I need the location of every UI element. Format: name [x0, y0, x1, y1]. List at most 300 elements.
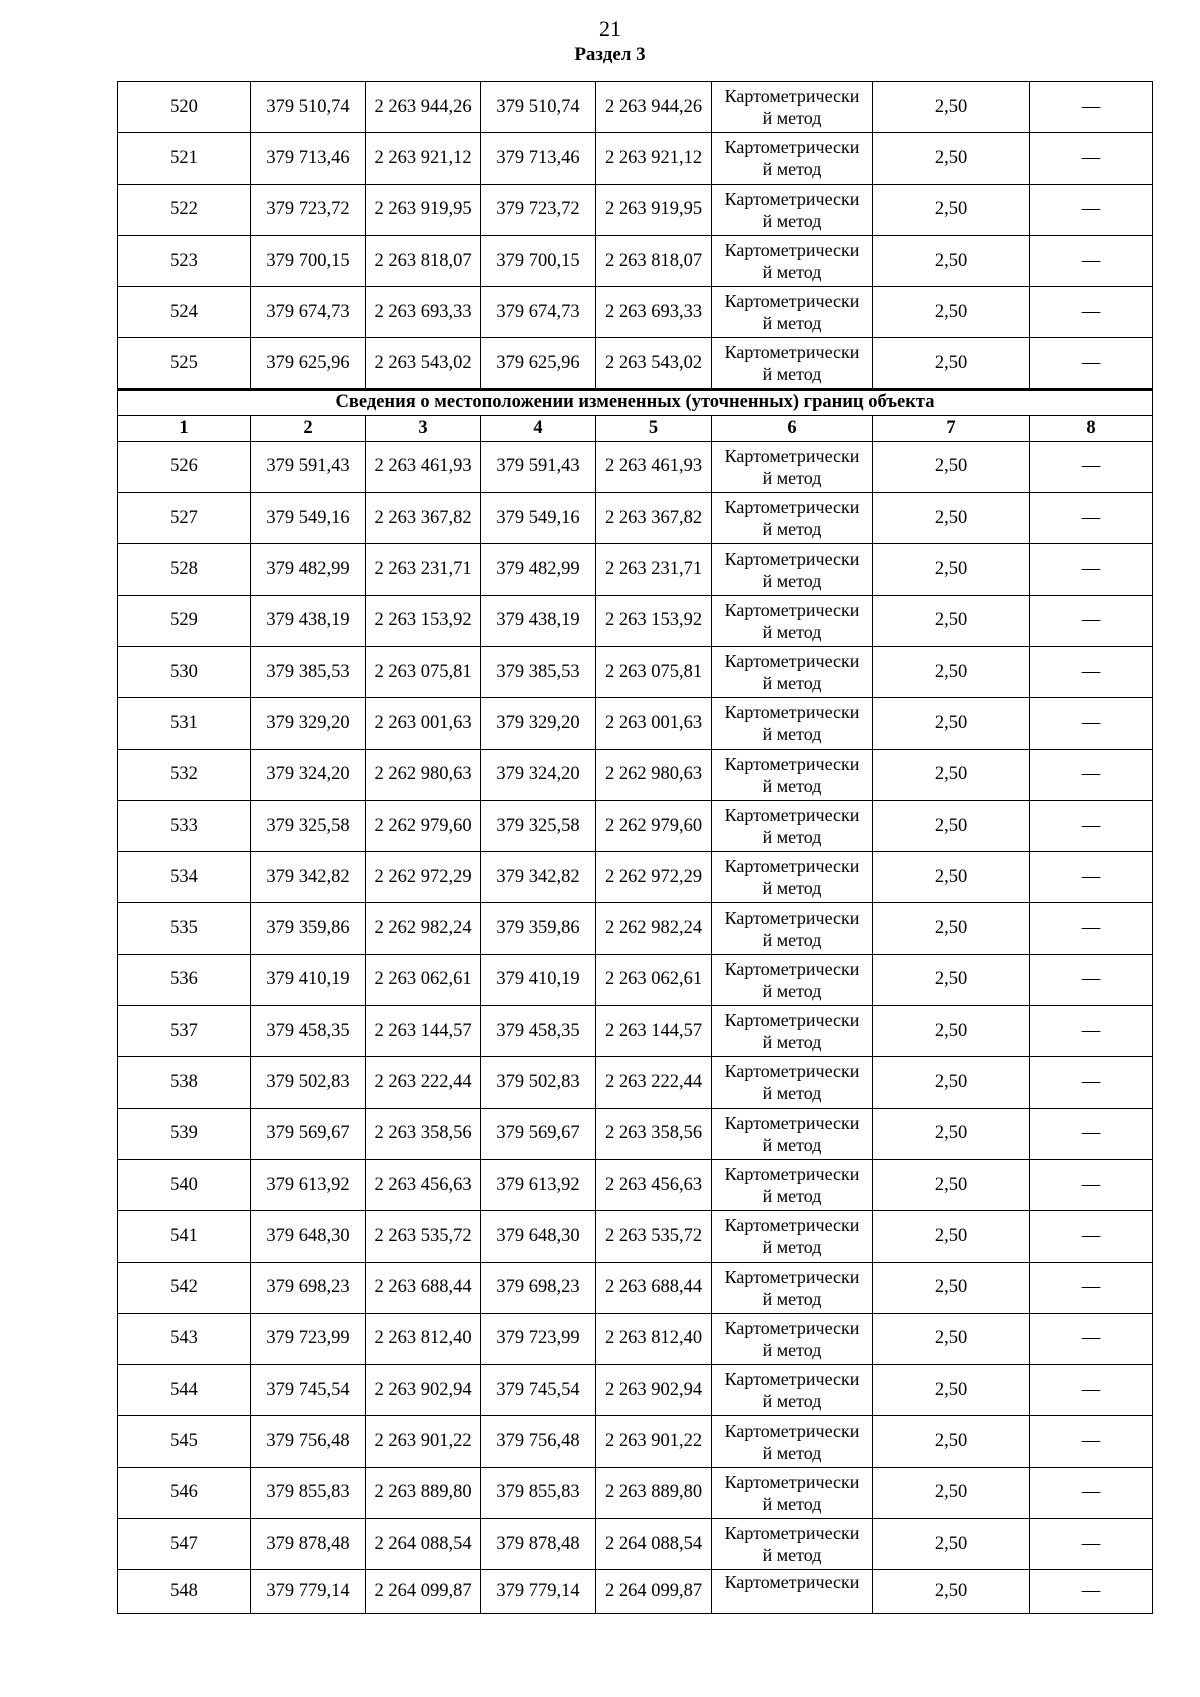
point-number-cell: 537 — [118, 1006, 251, 1057]
method-line-1: Картометрически — [724, 856, 860, 877]
x-coordinate-existing-cell: 379 329,20 — [251, 698, 366, 749]
y-coordinate-existing-cell: 2 263 222,44 — [366, 1057, 481, 1108]
x-coordinate-existing-cell: 379 502,83 — [251, 1057, 366, 1108]
point-number-cell: 542 — [118, 1262, 251, 1313]
x-coordinate-refined-cell: 379 324,20 — [481, 749, 596, 800]
x-coordinate-refined-cell: 379 648,30 — [481, 1211, 596, 1262]
x-coordinate-refined-cell: 379 359,86 — [481, 903, 596, 954]
y-coordinate-existing-cell: 2 263 231,71 — [366, 544, 481, 595]
y-coordinate-existing-cell: 2 263 367,82 — [366, 493, 481, 544]
coordinates-table — [117, 81, 1153, 1614]
x-coordinate-existing-cell: 379 648,30 — [251, 1211, 366, 1262]
accuracy-cell: 2,50 — [873, 133, 1030, 184]
table-row — [118, 235, 1153, 286]
method-cell — [712, 903, 873, 954]
method-line-2: й метод — [762, 159, 822, 180]
method-line-1: Картометрически — [724, 1215, 860, 1236]
point-number-cell: 539 — [118, 1108, 251, 1159]
accuracy-cell: 2,50 — [873, 338, 1030, 389]
method-line-1: Картометрически — [724, 86, 860, 107]
y-coordinate-refined-cell: 2 263 693,33 — [596, 287, 712, 338]
note-dash-cell: — — [1030, 954, 1153, 1005]
method-line-1: Картометрически — [724, 958, 860, 979]
x-coordinate-existing-cell: 379 713,46 — [251, 133, 366, 184]
method-line-2: й метод — [762, 1545, 822, 1566]
method-line-2: й метод — [762, 1134, 822, 1155]
y-coordinate-existing-cell: 2 263 456,63 — [366, 1159, 481, 1210]
note-dash-cell: — — [1030, 441, 1153, 492]
method-cell — [712, 133, 873, 184]
method-line-1: Картометрически — [724, 445, 860, 466]
note-dash-cell: — — [1030, 544, 1153, 595]
x-coordinate-existing-cell: 379 698,23 — [251, 1262, 366, 1313]
point-number-cell: 527 — [118, 493, 251, 544]
y-coordinate-existing-cell: 2 263 543,02 — [366, 338, 481, 389]
method-line-2: й метод — [762, 1032, 822, 1053]
x-coordinate-existing-cell: 379 359,86 — [251, 903, 366, 954]
method-line-1: Картометрически — [724, 1164, 860, 1185]
table-row — [118, 1416, 1153, 1467]
point-number-cell: 545 — [118, 1416, 251, 1467]
y-coordinate-existing-cell: 2 263 062,61 — [366, 954, 481, 1005]
y-coordinate-refined-cell: 2 263 153,92 — [596, 595, 712, 646]
method-line-2: й метод — [762, 1391, 822, 1412]
method-cell — [712, 1365, 873, 1416]
method-line-2: й метод — [762, 929, 822, 950]
table-row — [118, 698, 1153, 749]
y-coordinate-refined-cell: 2 263 921,12 — [596, 133, 712, 184]
y-coordinate-existing-cell: 2 263 688,44 — [366, 1262, 481, 1313]
x-coordinate-existing-cell: 379 549,16 — [251, 493, 366, 544]
note-dash-cell: — — [1030, 82, 1153, 133]
table-row — [118, 493, 1153, 544]
table-row — [118, 184, 1153, 235]
method-line-2: й метод — [762, 673, 822, 694]
method-line-2: й метод — [762, 827, 822, 847]
x-coordinate-refined-cell: 379 502,83 — [481, 1057, 596, 1108]
y-coordinate-existing-cell: 2 263 889,80 — [366, 1467, 481, 1518]
method-line-2: й метод — [762, 467, 822, 488]
method-line-1: Картометрически — [724, 291, 860, 312]
method-cell — [712, 1159, 873, 1210]
method-line-2: й метод — [762, 1237, 822, 1258]
method-line-1: Картометрически — [724, 1572, 860, 1593]
method-line-1: Картометрически — [724, 1010, 860, 1031]
method-line-2: й метод — [762, 775, 822, 796]
x-coordinate-existing-cell: 379 723,99 — [251, 1313, 366, 1364]
x-coordinate-existing-cell: 379 510,74 — [251, 82, 366, 133]
table-row — [118, 1262, 1153, 1313]
x-coordinate-existing-cell: 379 385,53 — [251, 646, 366, 697]
y-coordinate-existing-cell: 2 263 075,81 — [366, 646, 481, 697]
accuracy-cell: 2,50 — [873, 441, 1030, 492]
accuracy-cell: 2,50 — [873, 235, 1030, 286]
method-line-2: й метод — [762, 1186, 822, 1207]
accuracy-cell: 2,50 — [873, 287, 1030, 338]
method-line-1: Картометрически — [724, 599, 860, 620]
note-dash-cell: — — [1030, 235, 1153, 286]
x-coordinate-existing-cell: 379 438,19 — [251, 595, 366, 646]
note-dash-cell: — — [1030, 338, 1153, 389]
x-coordinate-refined-cell: 379 855,83 — [481, 1467, 596, 1518]
point-number-cell: 523 — [118, 235, 251, 286]
table-row — [118, 1313, 1153, 1364]
x-coordinate-existing-cell: 379 878,48 — [251, 1519, 366, 1570]
y-coordinate-refined-cell: 2 263 222,44 — [596, 1057, 712, 1108]
table-row — [118, 646, 1153, 697]
accuracy-cell: 2,50 — [873, 1108, 1030, 1159]
method-line-1: Картометрически — [724, 1266, 860, 1287]
method-line-2: й метод — [762, 621, 822, 642]
method-cell — [712, 493, 873, 544]
section-title: Раздел 3 — [574, 44, 646, 65]
y-coordinate-refined-cell: 2 263 818,07 — [596, 235, 712, 286]
method-cell — [712, 82, 873, 133]
method-line-2: й метод — [762, 1288, 822, 1309]
accuracy-cell: 2,50 — [873, 1416, 1030, 1467]
x-coordinate-refined-cell: 379 613,92 — [481, 1159, 596, 1210]
y-coordinate-refined-cell: 2 263 456,63 — [596, 1159, 712, 1210]
section-heading-row — [118, 389, 1153, 415]
method-line-1: Картометрически — [724, 1112, 860, 1133]
y-coordinate-existing-cell: 2 262 979,60 — [366, 800, 481, 851]
table-row — [118, 954, 1153, 1005]
column-number-row — [118, 415, 1153, 441]
point-number-cell: 528 — [118, 544, 251, 595]
note-dash-cell: — — [1030, 800, 1153, 851]
method-cell — [712, 646, 873, 697]
accuracy-cell: 2,50 — [873, 184, 1030, 235]
accuracy-cell: 2,50 — [873, 698, 1030, 749]
y-coordinate-refined-cell: 2 262 982,24 — [596, 903, 712, 954]
method-cell — [712, 287, 873, 338]
y-coordinate-refined-cell: 2 263 919,95 — [596, 184, 712, 235]
accuracy-cell: 2,50 — [873, 903, 1030, 954]
y-coordinate-existing-cell: 2 263 358,56 — [366, 1108, 481, 1159]
method-line-2: й метод — [762, 1493, 822, 1514]
x-coordinate-refined-cell: 379 342,82 — [481, 852, 596, 903]
method-cell — [712, 338, 873, 389]
x-coordinate-existing-cell: 379 342,82 — [251, 852, 366, 903]
y-coordinate-refined-cell: 2 264 088,54 — [596, 1519, 712, 1570]
column-number: 6 — [712, 415, 873, 441]
y-coordinate-refined-cell: 2 263 812,40 — [596, 1313, 712, 1364]
point-number-cell: 531 — [118, 698, 251, 749]
method-line-1: Картометрически — [724, 753, 860, 774]
method-line-2: й метод — [762, 1339, 822, 1360]
x-coordinate-existing-cell: 379 591,43 — [251, 441, 366, 492]
y-coordinate-existing-cell: 2 264 099,87 — [366, 1570, 481, 1614]
point-number-cell: 533 — [118, 800, 251, 851]
x-coordinate-refined-cell: 379 674,73 — [481, 287, 596, 338]
x-coordinate-refined-cell: 379 482,99 — [481, 544, 596, 595]
accuracy-cell: 2,50 — [873, 1365, 1030, 1416]
y-coordinate-refined-cell: 2 263 889,80 — [596, 1467, 712, 1518]
method-line-1: Картометрически — [724, 651, 860, 672]
note-dash-cell: — — [1030, 1313, 1153, 1364]
table-row — [118, 1159, 1153, 1210]
point-number-cell: 520 — [118, 82, 251, 133]
y-coordinate-existing-cell: 2 263 144,57 — [366, 1006, 481, 1057]
point-number-cell: 529 — [118, 595, 251, 646]
y-coordinate-existing-cell: 2 263 818,07 — [366, 235, 481, 286]
method-line-2: й метод — [762, 210, 822, 231]
point-number-cell: 530 — [118, 646, 251, 697]
point-number-cell: 534 — [118, 852, 251, 903]
accuracy-cell: 2,50 — [873, 646, 1030, 697]
x-coordinate-existing-cell: 379 745,54 — [251, 1365, 366, 1416]
x-coordinate-refined-cell: 379 569,67 — [481, 1108, 596, 1159]
x-coordinate-existing-cell: 379 855,83 — [251, 1467, 366, 1518]
point-number-cell: 535 — [118, 903, 251, 954]
method-line-2: й метод — [762, 108, 822, 129]
x-coordinate-existing-cell: 379 324,20 — [251, 749, 366, 800]
method-line-1: Картометрически — [724, 240, 860, 261]
y-coordinate-refined-cell: 2 263 367,82 — [596, 493, 712, 544]
page-number: 21 — [599, 16, 621, 41]
method-line-2: й метод — [762, 262, 822, 283]
y-coordinate-refined-cell: 2 262 980,63 — [596, 749, 712, 800]
method-line-2: й метод — [762, 1442, 822, 1463]
accuracy-cell: 2,50 — [873, 954, 1030, 1005]
method-cell — [712, 1057, 873, 1108]
x-coordinate-refined-cell: 379 723,72 — [481, 184, 596, 235]
x-coordinate-existing-cell: 379 482,99 — [251, 544, 366, 595]
table-row — [118, 133, 1153, 184]
point-number-cell: 548 — [118, 1570, 251, 1614]
table-row — [118, 1519, 1153, 1570]
x-coordinate-refined-cell: 379 458,35 — [481, 1006, 596, 1057]
section-heading: Сведения о местоположении измененных (уточненных) границ объекта — [118, 389, 1153, 415]
point-number-cell: 526 — [118, 441, 251, 492]
column-number: 5 — [596, 415, 712, 441]
table-body-bottom — [118, 441, 1153, 1614]
method-cell — [712, 595, 873, 646]
table-row — [118, 1570, 1153, 1614]
accuracy-cell: 2,50 — [873, 1313, 1030, 1364]
method-line-1: Картометрически — [724, 342, 860, 363]
x-coordinate-existing-cell: 379 410,19 — [251, 954, 366, 1005]
y-coordinate-existing-cell: 2 263 535,72 — [366, 1211, 481, 1262]
method-line-1: Картометрически — [724, 907, 860, 928]
table-row — [118, 749, 1153, 800]
y-coordinate-refined-cell: 2 263 001,63 — [596, 698, 712, 749]
x-coordinate-refined-cell: 379 591,43 — [481, 441, 596, 492]
x-coordinate-existing-cell: 379 674,73 — [251, 287, 366, 338]
x-coordinate-refined-cell: 379 549,16 — [481, 493, 596, 544]
x-coordinate-refined-cell: 379 385,53 — [481, 646, 596, 697]
method-cell — [712, 1570, 873, 1614]
point-number-cell: 546 — [118, 1467, 251, 1518]
table-row — [118, 1108, 1153, 1159]
accuracy-cell: 2,50 — [873, 749, 1030, 800]
x-coordinate-refined-cell: 379 510,74 — [481, 82, 596, 133]
method-cell — [712, 1211, 873, 1262]
y-coordinate-refined-cell: 2 263 358,56 — [596, 1108, 712, 1159]
x-coordinate-refined-cell: 379 700,15 — [481, 235, 596, 286]
point-number-cell: 532 — [118, 749, 251, 800]
table-row — [118, 1057, 1153, 1108]
method-line-2: й метод — [762, 519, 822, 540]
accuracy-cell: 2,50 — [873, 1262, 1030, 1313]
y-coordinate-existing-cell: 2 263 902,94 — [366, 1365, 481, 1416]
y-coordinate-refined-cell: 2 262 972,29 — [596, 852, 712, 903]
note-dash-cell: — — [1030, 1519, 1153, 1570]
y-coordinate-existing-cell: 2 263 001,63 — [366, 698, 481, 749]
x-coordinate-refined-cell: 379 779,14 — [481, 1570, 596, 1614]
x-coordinate-refined-cell: 379 329,20 — [481, 698, 596, 749]
point-number-cell: 525 — [118, 338, 251, 389]
table-body-top — [118, 82, 1153, 390]
column-number: 8 — [1030, 415, 1153, 441]
note-dash-cell: — — [1030, 1211, 1153, 1262]
point-number-cell: 521 — [118, 133, 251, 184]
note-dash-cell: — — [1030, 1365, 1153, 1416]
note-dash-cell: — — [1030, 1570, 1153, 1614]
point-number-cell: 536 — [118, 954, 251, 1005]
x-coordinate-refined-cell: 379 723,99 — [481, 1313, 596, 1364]
table-row — [118, 903, 1153, 954]
method-cell — [712, 1262, 873, 1313]
table-row — [118, 1211, 1153, 1262]
note-dash-cell: — — [1030, 133, 1153, 184]
method-line-1: Картометрически — [724, 1420, 860, 1441]
point-number-cell: 522 — [118, 184, 251, 235]
y-coordinate-refined-cell: 2 263 901,22 — [596, 1416, 712, 1467]
note-dash-cell: — — [1030, 1416, 1153, 1467]
point-number-cell: 544 — [118, 1365, 251, 1416]
note-dash-cell: — — [1030, 287, 1153, 338]
point-number-cell: 538 — [118, 1057, 251, 1108]
y-coordinate-existing-cell: 2 263 901,22 — [366, 1416, 481, 1467]
note-dash-cell: — — [1030, 1467, 1153, 1518]
table-row — [118, 441, 1153, 492]
method-line-1: Картометрически — [724, 1369, 860, 1390]
method-cell — [712, 749, 873, 800]
method-line-1: Картометрически — [724, 1061, 860, 1082]
note-dash-cell: — — [1030, 184, 1153, 235]
method-line-2: й метод — [762, 980, 822, 1001]
accuracy-cell: 2,50 — [873, 852, 1030, 903]
x-coordinate-existing-cell: 379 325,58 — [251, 800, 366, 851]
x-coordinate-existing-cell: 379 625,96 — [251, 338, 366, 389]
method-line-1: Картометрически — [724, 548, 860, 569]
method-line-1: Картометрически — [724, 702, 860, 723]
x-coordinate-existing-cell: 379 569,67 — [251, 1108, 366, 1159]
accuracy-cell: 2,50 — [873, 544, 1030, 595]
y-coordinate-existing-cell: 2 263 921,12 — [366, 133, 481, 184]
x-coordinate-refined-cell: 379 438,19 — [481, 595, 596, 646]
x-coordinate-existing-cell: 379 779,14 — [251, 1570, 366, 1614]
y-coordinate-refined-cell: 2 263 535,72 — [596, 1211, 712, 1262]
method-line-2: й метод — [762, 364, 822, 385]
x-coordinate-refined-cell: 379 698,23 — [481, 1262, 596, 1313]
point-number-cell: 540 — [118, 1159, 251, 1210]
x-coordinate-refined-cell: 379 325,58 — [481, 800, 596, 851]
note-dash-cell: — — [1030, 1006, 1153, 1057]
accuracy-cell: 2,50 — [873, 1211, 1030, 1262]
y-coordinate-existing-cell: 2 264 088,54 — [366, 1519, 481, 1570]
note-dash-cell: — — [1030, 1262, 1153, 1313]
method-line-2: й метод — [762, 724, 822, 745]
method-cell — [712, 852, 873, 903]
note-dash-cell: — — [1030, 646, 1153, 697]
method-line-2: й метод — [762, 878, 822, 899]
accuracy-cell: 2,50 — [873, 493, 1030, 544]
y-coordinate-existing-cell: 2 263 812,40 — [366, 1313, 481, 1364]
table-row — [118, 544, 1153, 595]
note-dash-cell: — — [1030, 1057, 1153, 1108]
method-line-2: й метод — [762, 313, 822, 334]
note-dash-cell: — — [1030, 1159, 1153, 1210]
y-coordinate-refined-cell: 2 264 099,87 — [596, 1570, 712, 1614]
note-dash-cell: — — [1030, 493, 1153, 544]
accuracy-cell: 2,50 — [873, 1006, 1030, 1057]
accuracy-cell: 2,50 — [873, 800, 1030, 851]
accuracy-cell: 2,50 — [873, 1519, 1030, 1570]
table-row — [118, 1365, 1153, 1416]
method-line-2: й метод — [762, 1083, 822, 1104]
y-coordinate-existing-cell: 2 262 972,29 — [366, 852, 481, 903]
column-number: 3 — [366, 415, 481, 441]
table-row — [118, 82, 1153, 133]
method-line-1: Картометрически — [724, 497, 860, 518]
y-coordinate-existing-cell: 2 263 944,26 — [366, 82, 481, 133]
point-number-cell: 541 — [118, 1211, 251, 1262]
y-coordinate-refined-cell: 2 263 944,26 — [596, 82, 712, 133]
method-line-1: Картометрически — [724, 137, 860, 158]
table-row — [118, 852, 1153, 903]
method-cell — [712, 1006, 873, 1057]
y-coordinate-refined-cell: 2 263 231,71 — [596, 544, 712, 595]
accuracy-cell: 2,50 — [873, 1057, 1030, 1108]
method-cell — [712, 1313, 873, 1364]
y-coordinate-refined-cell: 2 263 144,57 — [596, 1006, 712, 1057]
x-coordinate-refined-cell: 379 878,48 — [481, 1519, 596, 1570]
method-cell — [712, 1519, 873, 1570]
accuracy-cell: 2,50 — [873, 595, 1030, 646]
y-coordinate-refined-cell: 2 263 543,02 — [596, 338, 712, 389]
method-line-1: Картометрически — [724, 1317, 860, 1338]
accuracy-cell: 2,50 — [873, 82, 1030, 133]
y-coordinate-refined-cell: 2 262 979,60 — [596, 800, 712, 851]
y-coordinate-existing-cell: 2 263 919,95 — [366, 184, 481, 235]
method-cell — [712, 1416, 873, 1467]
y-coordinate-refined-cell: 2 263 075,81 — [596, 646, 712, 697]
method-line-1: Картометрически — [724, 805, 860, 825]
table-row — [118, 338, 1153, 389]
method-line-1: Картометрически — [724, 1523, 860, 1544]
table-row — [118, 1006, 1153, 1057]
point-number-cell: 524 — [118, 287, 251, 338]
table-row — [118, 800, 1153, 851]
y-coordinate-refined-cell: 2 263 902,94 — [596, 1365, 712, 1416]
method-cell — [712, 954, 873, 1005]
y-coordinate-existing-cell: 2 263 461,93 — [366, 441, 481, 492]
method-cell — [712, 698, 873, 749]
y-coordinate-refined-cell: 2 263 688,44 — [596, 1262, 712, 1313]
method-cell — [712, 184, 873, 235]
method-cell — [712, 1467, 873, 1518]
x-coordinate-refined-cell: 379 713,46 — [481, 133, 596, 184]
method-line-1: Картометрически — [724, 188, 860, 209]
column-number: 4 — [481, 415, 596, 441]
note-dash-cell: — — [1030, 903, 1153, 954]
accuracy-cell: 2,50 — [873, 1467, 1030, 1518]
method-cell — [712, 441, 873, 492]
note-dash-cell: — — [1030, 698, 1153, 749]
note-dash-cell: — — [1030, 852, 1153, 903]
